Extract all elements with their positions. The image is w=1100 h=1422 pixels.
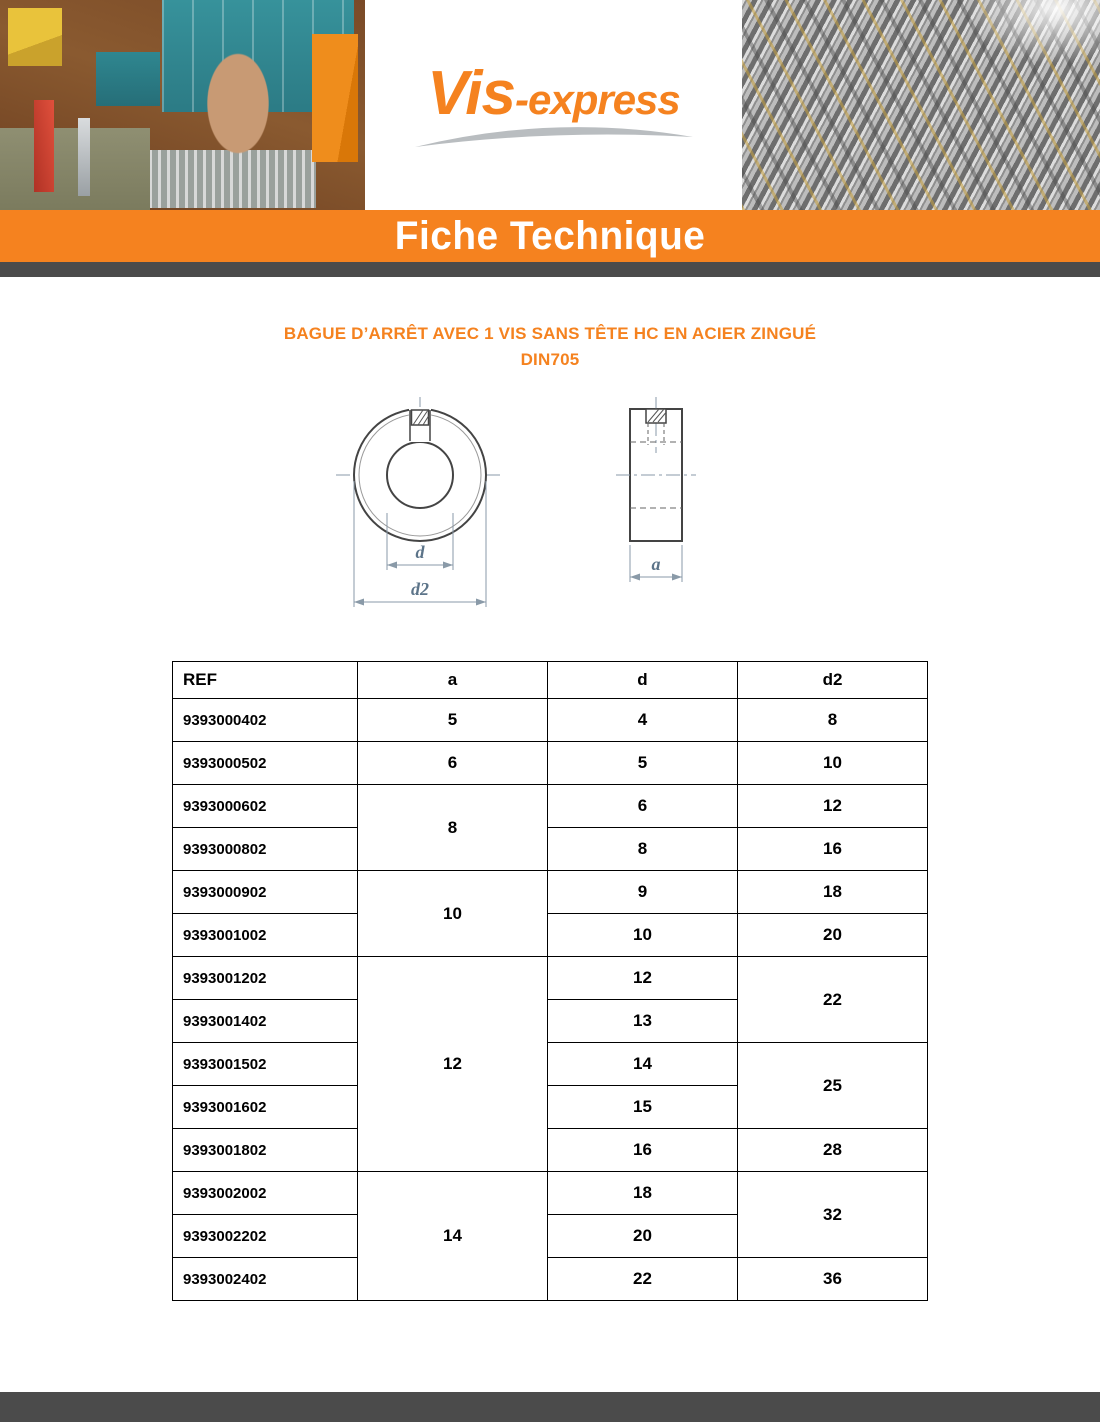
dimension-label-d2: d2	[411, 579, 429, 599]
spec-table-body	[173, 699, 928, 1301]
banner-title: Fiche Technique	[394, 213, 706, 258]
table-row	[173, 871, 928, 914]
spec-table-head	[173, 662, 928, 699]
product-title	[0, 321, 1100, 373]
ref-cell: 9393000902	[173, 871, 358, 914]
value-cell: 36	[738, 1258, 928, 1301]
separator-bar	[0, 262, 1100, 277]
value-cell: 25	[738, 1043, 928, 1129]
column-header-d2: d2	[738, 662, 928, 699]
value-cell: 20	[548, 1215, 738, 1258]
table-row	[173, 1043, 928, 1086]
banner	[0, 210, 1100, 262]
value-cell: 10	[738, 742, 928, 785]
value-cell: 22	[738, 957, 928, 1043]
value-cell: 20	[738, 914, 928, 957]
spec-table	[172, 661, 928, 1301]
table-row	[173, 828, 928, 871]
value-cell: 16	[738, 828, 928, 871]
table-row	[173, 1258, 928, 1301]
ref-cell: 9393001202	[173, 957, 358, 1000]
value-cell: 4	[548, 699, 738, 742]
footer-bar	[0, 1392, 1100, 1422]
ref-cell: 9393000802	[173, 828, 358, 871]
ref-cell: 9393001502	[173, 1043, 358, 1086]
logo-brand-suffix: -express	[514, 75, 680, 123]
value-cell: 15	[548, 1086, 738, 1129]
technical-drawing-svg	[270, 395, 830, 615]
ref-cell: 9393002202	[173, 1215, 358, 1258]
dimension-label-d: d	[415, 542, 425, 562]
value-cell: 10	[548, 914, 738, 957]
screws-photo	[742, 0, 1100, 210]
ref-cell: 9393000402	[173, 699, 358, 742]
value-cell: 28	[738, 1129, 928, 1172]
value-cell: 10	[358, 871, 548, 957]
value-cell: 32	[738, 1172, 928, 1258]
table-row	[173, 742, 928, 785]
value-cell: 6	[548, 785, 738, 828]
technical-drawing	[0, 395, 1100, 615]
logo-swoosh-icon	[409, 127, 699, 153]
dimension-label-a: a	[651, 554, 661, 574]
table-row	[173, 1129, 928, 1172]
ref-cell: 9393002402	[173, 1258, 358, 1301]
logo-brand-main: Vis	[427, 58, 515, 128]
value-cell: 16	[548, 1129, 738, 1172]
ref-cell: 9393001802	[173, 1129, 358, 1172]
logo	[365, 0, 742, 210]
logo-text	[427, 58, 680, 129]
product-title-line2: DIN705	[520, 350, 580, 369]
ref-cell: 9393001602	[173, 1086, 358, 1129]
table-row	[173, 1172, 928, 1215]
value-cell: 6	[358, 742, 548, 785]
column-header-ref: REF	[173, 662, 358, 699]
table-row	[173, 957, 928, 1000]
value-cell: 14	[548, 1043, 738, 1086]
header	[0, 0, 1100, 210]
value-cell: 5	[358, 699, 548, 742]
value-cell: 8	[548, 828, 738, 871]
spec-table-head-row	[173, 662, 928, 699]
table-row	[173, 914, 928, 957]
ref-cell: 9393002002	[173, 1172, 358, 1215]
ref-cell: 9393000602	[173, 785, 358, 828]
column-header-d: d	[548, 662, 738, 699]
product-title-line1: BAGUE D’ARRÊT AVEC 1 VIS SANS TÊTE HC EN ACIER ZINGUÉ	[283, 324, 817, 343]
value-cell: 12	[548, 957, 738, 1000]
value-cell: 8	[738, 699, 928, 742]
value-cell: 22	[548, 1258, 738, 1301]
workspace-photo	[0, 0, 365, 210]
value-cell: 18	[738, 871, 928, 914]
column-header-a: a	[358, 662, 548, 699]
value-cell: 13	[548, 1000, 738, 1043]
value-cell: 12	[358, 957, 548, 1172]
value-cell: 14	[358, 1172, 548, 1301]
ref-cell: 9393001402	[173, 1000, 358, 1043]
ref-cell: 9393001002	[173, 914, 358, 957]
ref-cell: 9393000502	[173, 742, 358, 785]
table-row	[173, 699, 928, 742]
table-row	[173, 785, 928, 828]
value-cell: 18	[548, 1172, 738, 1215]
value-cell: 9	[548, 871, 738, 914]
value-cell: 12	[738, 785, 928, 828]
value-cell: 8	[358, 785, 548, 871]
value-cell: 5	[548, 742, 738, 785]
